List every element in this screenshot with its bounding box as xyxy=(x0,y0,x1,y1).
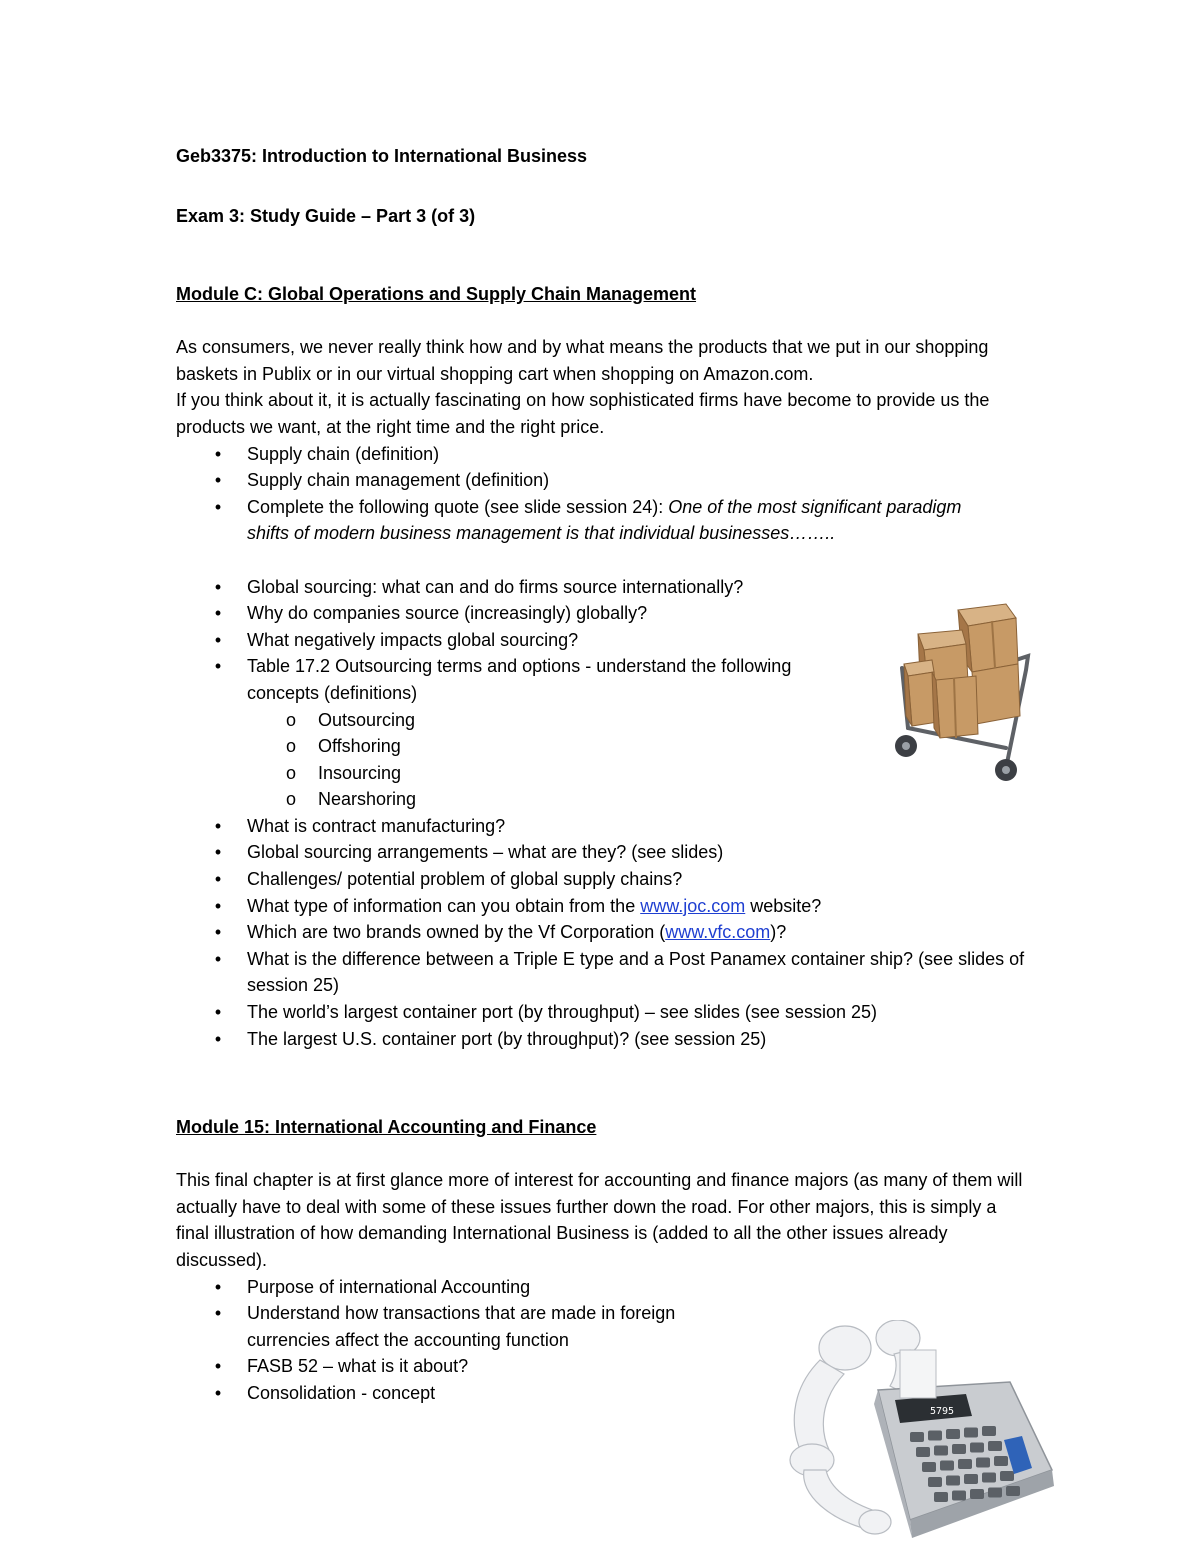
calculator-key xyxy=(970,1489,984,1499)
bullet-icon: • xyxy=(214,1276,222,1297)
list-item-quote xyxy=(176,494,987,547)
bullet-icon: • xyxy=(214,1002,222,1023)
calculator-key xyxy=(934,1446,948,1456)
list-item: • The largest U.S. container port (by throughput)? (see session 25) xyxy=(176,1026,1036,1053)
calculator-key xyxy=(928,1477,942,1487)
calculator-key xyxy=(946,1429,960,1439)
module-c-intro-1: As consumers, we never really think how and by what means the products that we put in our shopping baskets in Publix or in our virtual shopping cart when shopping on Amazon.com. xyxy=(176,337,989,384)
bullet-icon: • xyxy=(214,470,222,491)
sub-list-item: o Outsourcing xyxy=(176,707,857,734)
calculator-key xyxy=(982,1473,996,1483)
calculator-key xyxy=(970,1443,984,1453)
list-item-joc: • What type of information can you obtain from the www.joc.com website? xyxy=(176,893,1036,920)
module-c-list-a xyxy=(176,441,1036,547)
calculator-key xyxy=(940,1461,954,1471)
bullet-icon: • xyxy=(214,815,222,836)
vfc-link[interactable]: www.vfc.com xyxy=(665,922,771,943)
list-item: • Understand how transactions that are made in foreign currencies affect the accounting function xyxy=(176,1300,727,1353)
bullet-icon: • xyxy=(214,656,222,677)
calculator-key xyxy=(1000,1471,1014,1481)
circle-bullet-icon: o xyxy=(285,709,296,730)
calculator-key xyxy=(976,1458,990,1468)
bullet-icon: • xyxy=(214,443,222,464)
bullet-icon: • xyxy=(214,869,222,890)
calculator-image xyxy=(760,1320,1060,1548)
calculator-key xyxy=(946,1476,960,1486)
calculator-display: 5795 xyxy=(930,1406,955,1417)
list-item: • FASB 52 – what is it about? xyxy=(176,1353,1036,1380)
circle-bullet-icon: o xyxy=(285,762,296,783)
bullet-icon: • xyxy=(214,1028,222,1049)
calculator-key xyxy=(964,1428,978,1438)
bullet-icon: • xyxy=(214,948,222,969)
document-subtitle: Exam 3: Study Guide – Part 3 (of 3) xyxy=(176,206,476,226)
calculator-icon xyxy=(874,1382,1054,1538)
bullet-icon: • xyxy=(214,842,222,863)
circle-bullet-icon: o xyxy=(285,736,296,757)
bullet-icon: • xyxy=(214,1382,222,1403)
calculator-key xyxy=(952,1444,966,1454)
joc-link[interactable]: www.joc.com xyxy=(640,895,746,916)
list-item: • The world’s largest container port (by throughput) – see slides (see session 25) xyxy=(176,999,1036,1026)
bullet-icon: • xyxy=(214,895,222,916)
list-item: • Purpose of international Accounting xyxy=(176,1274,1036,1301)
circle-bullet-icon: o xyxy=(285,789,296,810)
module-15-intro: This final chapter is at first glance more of interest for accounting and finance majors (as many of them will actually have to deal with some of these issues further down the road. For other majors, this is simply a final illustration of how demanding International Business is (added to all the other issues already discussed). xyxy=(176,1170,1023,1270)
calculator-key xyxy=(958,1459,972,1469)
list-item: • Consolidation - concept xyxy=(176,1380,1036,1407)
calculator-key xyxy=(988,1441,1002,1451)
calculator-key xyxy=(934,1492,948,1502)
document-title: Geb3375: Introduction to International Business xyxy=(176,146,588,166)
list-item: • Supply chain management (definition) xyxy=(176,467,1036,494)
calculator-key xyxy=(982,1426,996,1436)
list-item: • Why do companies source (increasingly) globally? xyxy=(176,600,1036,627)
list-item: • Global sourcing arrangements – what are they? (see slides) xyxy=(176,839,1036,866)
calculator-key xyxy=(964,1474,978,1484)
calculator-key xyxy=(994,1456,1008,1466)
list-item-vfc: • Which are two brands owned by the Vf Corporation (www.vfc.com)? xyxy=(176,919,1036,946)
list-item: • What negatively impacts global sourcing? xyxy=(176,627,1036,654)
calculator-key xyxy=(952,1491,966,1501)
calculator-key xyxy=(928,1431,942,1441)
bullet-icon: • xyxy=(214,629,222,650)
bullet-icon: • xyxy=(214,1356,222,1377)
sub-list-item: o Nearshoring xyxy=(176,786,857,813)
cardboard-boxes-icon xyxy=(904,604,1020,738)
bullet-icon: • xyxy=(214,922,222,943)
quote-text: One of the most significant paradigm shifts of modern business management is that individual businesses…….. xyxy=(247,496,962,544)
calculator-key xyxy=(910,1432,924,1442)
list-item: • Table 17.2 Outsourcing terms and options - understand the following concepts (definitions) o Outsourcing o Offshoring o Insourcing o Nearshoring xyxy=(176,653,857,813)
calculator-key xyxy=(988,1488,1002,1498)
sub-list-item: o Insourcing xyxy=(176,760,857,787)
bullet-icon: • xyxy=(214,576,222,597)
list-item: • Global sourcing: what can and do firms source internationally? xyxy=(176,574,1036,601)
calculator-key xyxy=(1006,1486,1020,1496)
outsourcing-terms-list xyxy=(247,707,857,813)
list-item: • What is the difference between a Triple E type and a Post Panamex container ship? (see slides of session 25) xyxy=(176,946,1047,999)
hand-truck-boxes-image xyxy=(888,598,1038,783)
bullet-icon: • xyxy=(214,496,222,517)
list-item: • Supply chain (definition) xyxy=(176,441,1036,468)
list-item: • Challenges/ potential problem of global supply chains? xyxy=(176,866,1036,893)
module-c-heading: Module C: Global Operations and Supply Chain Management xyxy=(176,284,697,304)
module-c-intro-2: If you think about it, it is actually fascinating on how sophisticated firms have become to provide us the products we want, at the right time and the right price. xyxy=(176,390,990,437)
module-15-heading: Module 15: International Accounting and Finance xyxy=(176,1117,597,1137)
calculator-key xyxy=(916,1447,930,1457)
list-item: • What is contract manufacturing? xyxy=(176,813,1036,840)
calculator-key xyxy=(922,1462,936,1472)
sub-list-item: o Offshoring xyxy=(176,733,857,760)
quote-lead: Complete the following quote (see slide session 24): xyxy=(247,496,669,517)
bullet-icon: • xyxy=(214,603,222,624)
bullet-icon: • xyxy=(214,1303,222,1324)
